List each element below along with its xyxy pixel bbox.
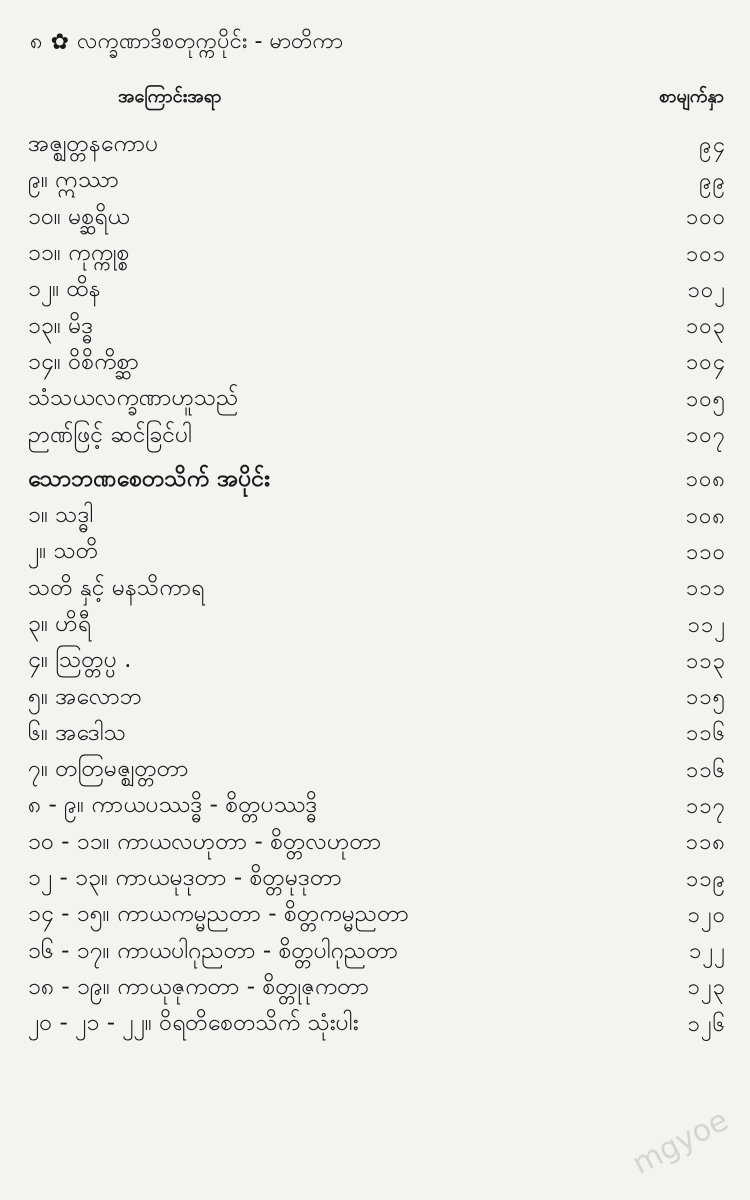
toc-row[interactable] xyxy=(28,128,726,164)
toc-entry-title: ၁၀။ မစ္ဆရိယ xyxy=(28,203,130,230)
toc-entry-page: ၉၄ xyxy=(699,132,726,158)
toc-entry-title: ၅။ အလောဘ xyxy=(28,683,142,710)
table-of-contents xyxy=(28,128,726,1043)
page-header xyxy=(30,26,343,59)
toc-row[interactable] xyxy=(28,535,726,571)
toc-entry-title: ၈ - ၉။ ကာယပဿဒ္ဓိ - စိတ္တပဿဒ္ဓိ xyxy=(28,792,318,819)
toc-row[interactable] xyxy=(28,971,726,1007)
toc-entry-title: ၂၀ - ၂၁ - ၂၂။ ဝိရတိစေတသိက် သုံးပါး xyxy=(28,1010,359,1037)
toc-row[interactable] xyxy=(28,862,726,898)
toc-entry-page: ၁၀၀ xyxy=(685,205,726,231)
toc-row[interactable] xyxy=(28,309,726,345)
toc-entry-page: ၁၁၃ xyxy=(685,648,726,674)
toc-entry-title: အဇ္ဈတ္တနကောပ xyxy=(28,131,159,158)
toc-entry-title: ၁၂ - ၁၃။ ကာယမုဒုတာ - စိတ္တမုဒုတာ xyxy=(28,865,342,892)
toc-row[interactable] xyxy=(28,201,726,237)
toc-row[interactable] xyxy=(28,499,726,535)
toc-entry-page: ၁၁၀ xyxy=(685,539,726,565)
toc-entry-page: ၁၁၈ xyxy=(685,830,726,856)
toc-entry-page: ၁၁၅ xyxy=(685,685,726,711)
toc-row[interactable] xyxy=(28,717,726,753)
toc-entry-page: ၁၁၆ xyxy=(685,757,726,783)
toc-entry-page: ၁၁၆ xyxy=(685,721,726,747)
toc-row[interactable] xyxy=(28,1007,726,1043)
toc-entry-title: ၁၄။ ဝိစိကိစ္ဆာ xyxy=(28,348,139,375)
header-title: လက္ခဏာဒိစတုက္ကပိုင်း - မာတိကာ xyxy=(77,29,344,54)
toc-row[interactable] xyxy=(28,572,726,608)
toc-row[interactable] xyxy=(28,789,726,825)
toc-row[interactable] xyxy=(28,164,726,200)
toc-entry-title: ၁။ သဒ္ဓါ xyxy=(28,502,94,529)
toc-entry-title: ဉာဏ်ဖြင့် ဆင်ခြင်ပါ xyxy=(28,421,193,448)
toc-entry-page: ၁၀၂ xyxy=(687,277,726,303)
toc-entry-title: ၉။ ဣဿာ xyxy=(28,167,120,194)
toc-entry-page: ၁၂၀ xyxy=(687,902,726,928)
toc-entry-title: သံသယလက္ခဏာဟူသည် xyxy=(28,385,239,412)
toc-entry-title: ၁၂။ ထိန xyxy=(28,276,101,303)
toc-entry-title: ၂။ သတိ xyxy=(28,538,99,565)
toc-entry-title: ၇။ တတြမဇ္ဈတ္တတာ xyxy=(28,756,189,783)
column-heading-contents: အကြောင်းအရာ xyxy=(118,86,222,107)
toc-entry-page: ၁၀၇ xyxy=(685,423,726,449)
toc-row[interactable] xyxy=(28,935,726,971)
toc-entry-page: ၁၂၆ xyxy=(687,1011,726,1037)
toc-row[interactable] xyxy=(28,898,726,934)
toc-entry-title: ၁၄ - ၁၅။ ကာယကမ္မညတာ - စိတ္တကမ္မညတာ xyxy=(28,901,409,928)
toc-entry-page: ၁၀၁ xyxy=(685,241,726,267)
toc-entry-title: ၁၆ - ၁၇။ ကာယပါဂုညတာ - စိတ္တပါဂုညတာ xyxy=(28,937,399,964)
watermark: mgyoe xyxy=(626,1102,735,1183)
toc-entry-page: ၁၁၁ xyxy=(685,576,726,602)
toc-entry-page: ၁၂၃ xyxy=(687,975,726,1001)
toc-row[interactable] xyxy=(28,753,726,789)
toc-row[interactable] xyxy=(28,644,726,680)
toc-entry-page: ၉၉ xyxy=(699,168,726,194)
toc-row[interactable] xyxy=(28,346,726,382)
toc-entry-page: ၁၀၃ xyxy=(685,314,726,340)
toc-entry-page: ၁၀၄ xyxy=(685,350,726,376)
ornament-icon: ✿ xyxy=(50,30,70,55)
toc-entry-title: ၄။ ဩတ္တပ္ပ . xyxy=(28,647,132,674)
toc-row[interactable] xyxy=(28,418,726,454)
toc-entry-title: ၁၈ - ၁၉။ ကာယုဇုကတာ - စိတ္တုဇုကတာ xyxy=(28,973,370,1000)
toc-entry-title: သတိ နှင့် မနသိကာရ xyxy=(28,574,205,601)
toc-entry-title: ၆။ အဒေါသ xyxy=(28,719,127,746)
toc-row[interactable] xyxy=(28,680,726,716)
toc-entry-page: ၁၁၇ xyxy=(685,793,726,819)
toc-entry-page: ၁၀၅ xyxy=(685,386,726,412)
toc-row[interactable] xyxy=(28,382,726,418)
toc-row[interactable] xyxy=(28,273,726,309)
column-heading-page: စာမျက်နှာ xyxy=(659,86,724,107)
toc-entry-title: သောဘဏစေတသိက် အပိုင်း xyxy=(28,465,271,492)
toc-entry-title: ၁၃။ မိဒ္ဓ xyxy=(28,312,94,339)
section-gap xyxy=(28,455,726,463)
toc-row[interactable] xyxy=(28,608,726,644)
toc-entry-title: ၁၀ - ၁၁။ ကာယလဟုတာ - စိတ္တလဟုတာ xyxy=(28,828,382,855)
toc-entry-page: ၁၂၂ xyxy=(689,939,726,965)
toc-row[interactable] xyxy=(28,826,726,862)
section-heading-row[interactable] xyxy=(28,463,726,499)
toc-row[interactable] xyxy=(28,237,726,273)
toc-entry-page: ၁၀၈ xyxy=(685,503,726,529)
toc-entry-page: ၁၁၂ xyxy=(687,612,726,638)
toc-entry-title: ၃။ ဟိရီ xyxy=(28,611,91,637)
toc-entry-page: ၁၀၈ xyxy=(685,467,726,493)
toc-entry-page: ၁၁၉ xyxy=(685,866,726,892)
header-page-number: ၈ xyxy=(30,29,43,54)
toc-entry-title: ၁၁။ ကုက္ကုစ္စ xyxy=(28,240,130,267)
